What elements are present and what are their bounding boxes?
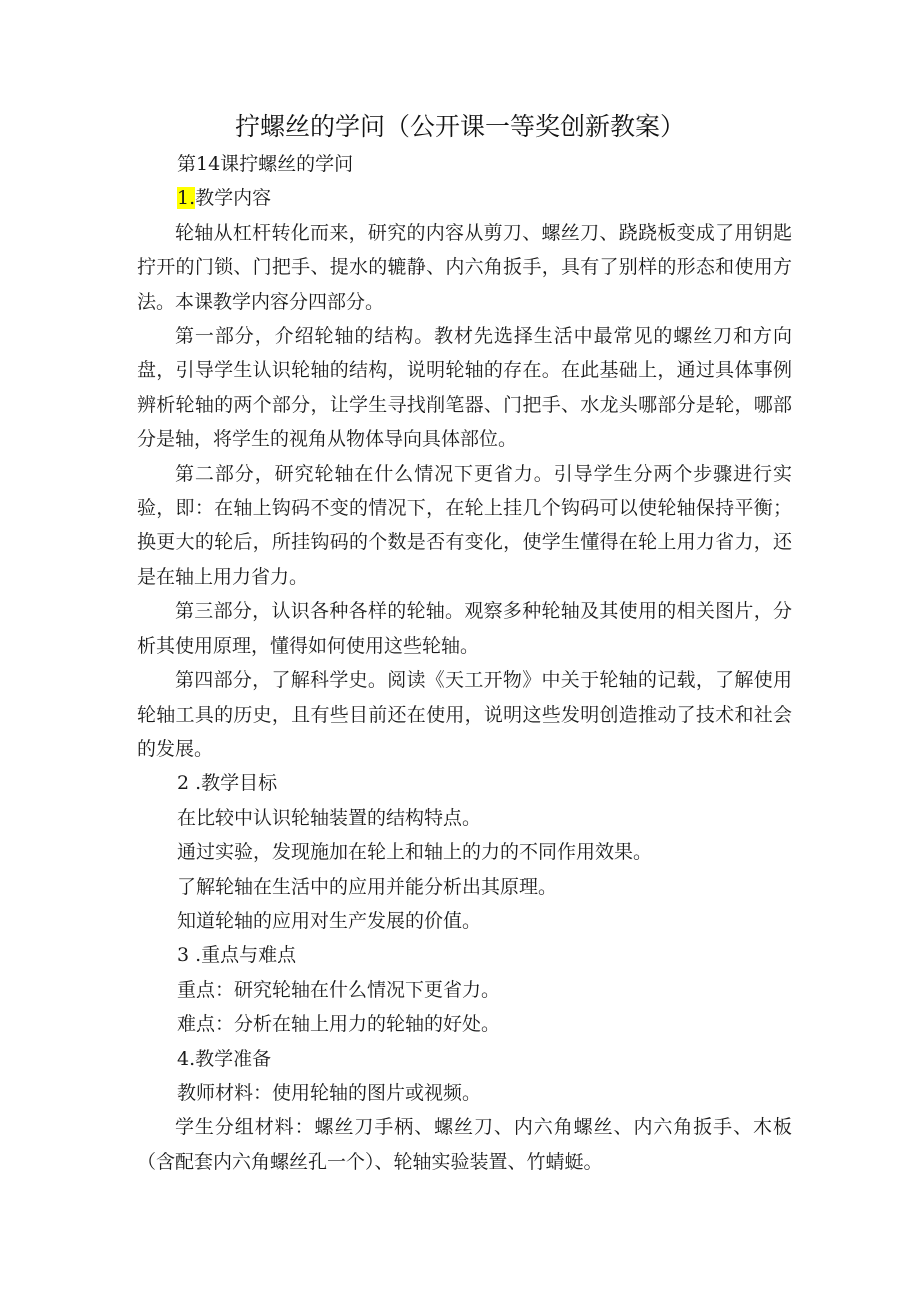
paragraph: 轮轴从杠杆转化而来，研究的内容从剪刀、螺丝刀、跷跷板变成了用钥匙拧开的门锁、门把手、提水的辘静、内六角扳手，具有了别样的形态和使用方法。本课教学内容分四部分。 <box>137 221 792 313</box>
document-body <box>137 147 792 1179</box>
paragraph: 第三部分，认识各种各样的轮轴。观察多种轮轴及其使用的相关图片，分析其使用原理，懂得如何使用这些轮轴。 <box>137 600 792 657</box>
section-heading-3: 3 .重点与难点 <box>177 944 297 967</box>
list-item: 通过实验，发现施加在轮上和轴上的力的不同作用效果。 <box>177 841 653 864</box>
highlighted-section-number: 1. <box>177 187 196 210</box>
paragraph: 第一部分，介绍轮轴的结构。教材先选择生活中最常见的螺丝刀和方向盘，引导学生认识轮轴的结构，说明轮轴的存在。在此基础上，通过具体事例辨析轮轴的两个部分，让学生寻找削笔器、门把手、水龙头哪部分是轮，哪部分是轴，将学生的视角从物体导向具体部位。 <box>137 325 792 451</box>
section-heading-4: 4.教学准备 <box>177 1047 272 1070</box>
list-item: 教师材料：使用轮轴的图片或视频。 <box>177 1081 482 1104</box>
list-item: 了解轮轴在生活中的应用并能分析出其原理。 <box>177 875 558 898</box>
list-item: 难点：分析在轴上用力的轮轴的好处。 <box>177 1013 501 1036</box>
paragraph: 第四部分，了解科学史。阅读《天工开物》中关于轮轴的记载，了解使用轮轴工具的历史，且有些目前还在使用，说明这些发明创造推动了技术和社会的发展。 <box>137 669 792 760</box>
paragraph: 第二部分，研究轮轴在什么情况下更省力。引导学生分两个步骤进行实验，即：在轴上钩码不变的情况下，在轮上挂几个钩码可以使轮轴保持平衡；换更大的轮后，所挂钩码的个数是否有变化，使学生懂得在轮上用力省力，还是在轴上用力省力。 <box>137 462 792 588</box>
section-heading-2: 2 .教学目标 <box>177 772 278 795</box>
list-item: 知道轮轴的应用对生产发展的价值。 <box>177 909 482 932</box>
section-heading-1 <box>137 181 792 215</box>
list-item: 在比较中认识轮轴装置的结构特点。 <box>177 806 482 829</box>
paragraph: 学生分组材料：螺丝刀手柄、螺丝刀、内六角螺丝、内六角扳手、木板（含配套内六角螺丝孔一个）、轮轴实验装置、竹蜻蜓。 <box>137 1116 792 1173</box>
list-item: 重点：研究轮轴在什么情况下更省力。 <box>177 978 501 1001</box>
document-title: 拧螺丝的学问（公开课一等奖创新教案） <box>234 112 685 141</box>
lesson-title: 第14课拧螺丝的学问 <box>177 153 354 175</box>
section-heading-text: 教学内容 <box>195 187 272 210</box>
